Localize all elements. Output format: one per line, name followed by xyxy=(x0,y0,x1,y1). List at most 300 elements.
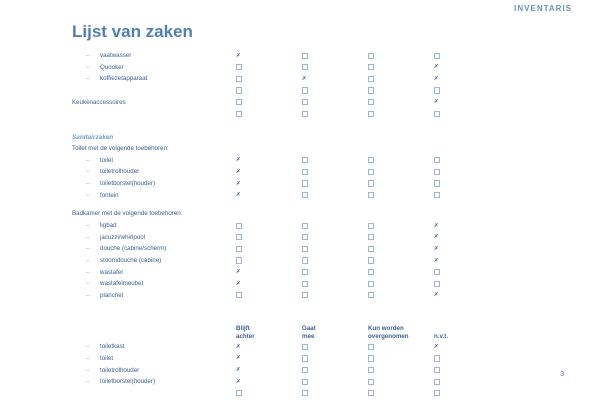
brand-logo: INVENTARIS xyxy=(514,4,572,13)
row-label xyxy=(72,245,232,252)
checkbox[interactable] xyxy=(236,223,242,229)
checkbox-cell[interactable] xyxy=(236,292,302,298)
checkbox-cell[interactable] xyxy=(434,76,500,82)
checkbox[interactable] xyxy=(302,234,308,240)
dash-bullet: – xyxy=(86,180,90,188)
checkbox[interactable] xyxy=(302,99,308,105)
checkbox-cell[interactable] xyxy=(236,344,302,350)
row-label xyxy=(72,343,232,350)
checkbox[interactable] xyxy=(368,292,374,298)
row-checkboxes xyxy=(232,367,534,373)
table-row xyxy=(72,278,534,290)
checkbox-cell[interactable] xyxy=(368,234,434,240)
checkbox[interactable] xyxy=(434,169,440,175)
spacer xyxy=(72,120,534,127)
checkbox[interactable] xyxy=(368,223,374,229)
handwritten-check-mark: ✗ xyxy=(235,367,241,374)
dash-bullet: – xyxy=(86,168,90,176)
page-number: 3 xyxy=(560,371,564,378)
row-label xyxy=(72,292,232,299)
checkbox[interactable] xyxy=(434,367,440,373)
checkbox[interactable] xyxy=(434,87,440,93)
handwritten-check-mark: ✗ xyxy=(433,234,439,241)
checkbox-cell[interactable] xyxy=(368,87,434,93)
checkbox-cell[interactable] xyxy=(236,64,302,70)
checkbox-cell[interactable] xyxy=(236,192,302,198)
row-label-text: douche (cabine/scherm) xyxy=(100,245,167,253)
checkbox[interactable] xyxy=(368,53,374,59)
column-header xyxy=(368,325,434,341)
checkbox-cell[interactable] xyxy=(368,111,434,117)
table-row xyxy=(72,290,534,302)
row-label xyxy=(72,192,232,199)
row-label-text: toiletborstel(houder) xyxy=(100,378,156,386)
checkbox-cell[interactable] xyxy=(236,269,302,275)
row-label-text: toiletkast xyxy=(100,343,125,351)
table-row xyxy=(72,50,534,62)
checkbox[interactable] xyxy=(236,234,242,240)
row-checkboxes xyxy=(232,192,534,198)
checkbox[interactable] xyxy=(368,379,374,385)
checkbox[interactable] xyxy=(302,223,308,229)
checkbox[interactable] xyxy=(236,111,242,117)
row-checkboxes xyxy=(232,379,534,385)
row-label xyxy=(72,168,232,175)
row-label xyxy=(72,99,232,106)
table-row xyxy=(72,85,534,97)
checkbox[interactable] xyxy=(368,169,374,175)
row-label xyxy=(72,222,232,229)
form-blocks xyxy=(72,50,534,399)
dash-bullet: – xyxy=(86,378,90,386)
row-checkboxes xyxy=(232,53,534,59)
checkbox-cell[interactable] xyxy=(236,246,302,252)
table-row xyxy=(72,62,534,74)
column-headers xyxy=(72,315,534,341)
table-row xyxy=(72,243,534,255)
row-checkboxes xyxy=(232,180,534,186)
checkbox-cell[interactable] xyxy=(236,87,302,93)
checkbox[interactable] xyxy=(236,390,242,396)
checkbox[interactable] xyxy=(434,269,440,275)
row-checkboxes xyxy=(232,76,534,82)
checkbox-cell[interactable] xyxy=(302,87,368,93)
checkbox-cell[interactable] xyxy=(302,192,368,198)
checkbox-cell[interactable] xyxy=(302,223,368,229)
checkbox[interactable] xyxy=(368,281,374,287)
checkbox[interactable] xyxy=(434,53,440,59)
checkbox-cell[interactable] xyxy=(236,281,302,287)
checkbox-cell[interactable] xyxy=(236,111,302,117)
checkbox-cell[interactable] xyxy=(236,355,302,361)
checkbox[interactable] xyxy=(302,64,308,70)
checkbox-cell[interactable] xyxy=(302,281,368,287)
row-label-text: toiletrolhouder xyxy=(100,366,140,374)
checkbox-cell[interactable] xyxy=(302,269,368,275)
handwritten-check-mark: ✗ xyxy=(433,343,439,350)
checkbox-cell[interactable] xyxy=(368,257,434,263)
checkbox-cell[interactable] xyxy=(302,367,368,373)
handwritten-check-mark: ✗ xyxy=(235,378,241,385)
checkbox[interactable] xyxy=(368,234,374,240)
checkbox-cell[interactable] xyxy=(434,379,500,385)
checkbox-cell[interactable] xyxy=(434,257,500,263)
checkbox-cell[interactable] xyxy=(236,99,302,105)
checkbox-cell[interactable] xyxy=(236,76,302,82)
checkbox-cell[interactable] xyxy=(368,292,434,298)
checkbox-cell[interactable] xyxy=(236,390,302,396)
handwritten-check-mark: ✗ xyxy=(235,168,241,175)
dash-bullet: – xyxy=(86,63,90,71)
handwritten-check-mark: ✗ xyxy=(433,64,439,71)
checkbox[interactable] xyxy=(302,367,308,373)
row-label-text: stoomdouche (cabine) xyxy=(100,257,162,265)
checkbox[interactable] xyxy=(236,99,242,105)
checkbox-cell[interactable] xyxy=(434,223,500,229)
checkbox[interactable] xyxy=(236,257,242,263)
dash-bullet: – xyxy=(86,268,90,276)
table-row xyxy=(72,108,534,120)
handwritten-check-mark: ✗ xyxy=(433,292,439,299)
column-header-line: achter xyxy=(236,332,255,340)
handwritten-check-mark: ✗ xyxy=(235,280,241,287)
row-label xyxy=(72,234,232,241)
row-label-text: Quooker xyxy=(100,63,124,71)
checkbox[interactable] xyxy=(368,99,374,105)
checkbox-cell[interactable] xyxy=(368,53,434,59)
checkbox-cell[interactable] xyxy=(434,292,500,298)
checkbox-cell[interactable] xyxy=(434,87,500,93)
checkbox[interactable] xyxy=(368,157,374,163)
checkbox[interactable] xyxy=(236,87,242,93)
checkbox[interactable] xyxy=(434,192,440,198)
checkbox[interactable] xyxy=(302,192,308,198)
checkbox-cell[interactable] xyxy=(302,169,368,175)
table-row xyxy=(72,341,534,353)
spacer xyxy=(72,201,534,208)
section-heading: Sanitairzaken xyxy=(72,133,114,141)
handwritten-check-mark: ✗ xyxy=(235,192,241,199)
checkbox-cell[interactable] xyxy=(302,257,368,263)
checkbox[interactable] xyxy=(434,180,440,186)
row-label xyxy=(72,269,232,276)
handwritten-check-mark: ✗ xyxy=(235,180,241,187)
form-content xyxy=(72,50,534,399)
checkbox-cell[interactable] xyxy=(368,246,434,252)
checkbox[interactable] xyxy=(302,111,308,117)
checkbox[interactable] xyxy=(434,281,440,287)
checkbox-cell[interactable] xyxy=(236,180,302,186)
checkbox[interactable] xyxy=(302,53,308,59)
checkbox-cell[interactable] xyxy=(302,64,368,70)
checkbox[interactable] xyxy=(368,111,374,117)
checkbox-cell[interactable] xyxy=(434,246,500,252)
checkbox-cell[interactable] xyxy=(236,223,302,229)
row-checkboxes xyxy=(232,269,534,275)
checkbox-cell[interactable] xyxy=(434,157,500,163)
column-header xyxy=(302,325,368,341)
checkbox-cell[interactable] xyxy=(434,111,500,117)
dash-bullet: – xyxy=(86,233,90,241)
checkbox-cell[interactable] xyxy=(236,367,302,373)
checkbox-cell[interactable] xyxy=(434,180,500,186)
column-header-line: Kun worden xyxy=(368,325,404,333)
checkbox[interactable] xyxy=(302,257,308,263)
row-label-text: koffiezetapparaat xyxy=(100,75,148,83)
checkbox-cell[interactable] xyxy=(434,99,500,105)
dash-bullet: – xyxy=(86,366,90,374)
table-row xyxy=(72,220,534,232)
table-row xyxy=(72,178,534,190)
table-row xyxy=(72,387,534,399)
checkbox-cell[interactable] xyxy=(236,234,302,240)
row-checkboxes xyxy=(232,64,534,70)
checkbox[interactable] xyxy=(434,157,440,163)
table-row xyxy=(72,166,534,178)
checkbox[interactable] xyxy=(302,379,308,385)
handwritten-check-mark: ✗ xyxy=(433,75,439,82)
section-lead-text: Badkamer met de volgende toebehoren: xyxy=(72,210,183,218)
checkbox-cell[interactable] xyxy=(434,281,500,287)
dash-bullet: – xyxy=(86,354,90,362)
dash-bullet: – xyxy=(86,52,90,60)
row-label xyxy=(72,280,232,287)
row-label xyxy=(72,52,232,59)
checkbox[interactable] xyxy=(434,379,440,385)
checkbox-cell[interactable] xyxy=(368,355,434,361)
checkbox-cell[interactable] xyxy=(434,390,500,396)
dash-bullet: – xyxy=(86,245,90,253)
checkbox-cell[interactable] xyxy=(368,390,434,396)
checkbox-cell[interactable] xyxy=(434,64,500,70)
row-label-text: Keukenaccessoires xyxy=(72,98,126,106)
checkbox-cell[interactable] xyxy=(368,192,434,198)
table-row xyxy=(72,189,534,201)
handwritten-check-mark: ✗ xyxy=(235,157,241,164)
checkbox-cell[interactable] xyxy=(302,344,368,350)
row-label xyxy=(72,367,232,374)
checkbox-cell[interactable] xyxy=(434,53,500,59)
checkbox[interactable] xyxy=(302,344,308,350)
checkbox[interactable] xyxy=(368,180,374,186)
row-checkboxes xyxy=(232,246,534,252)
checkbox-cell[interactable] xyxy=(368,76,434,82)
checkbox[interactable] xyxy=(302,157,308,163)
checkbox-cell[interactable] xyxy=(434,344,500,350)
checkbox[interactable] xyxy=(302,355,308,361)
row-checkboxes xyxy=(232,223,534,229)
column-header-line: Blijft xyxy=(236,325,250,333)
checkbox[interactable] xyxy=(236,292,242,298)
table-row xyxy=(72,73,534,85)
row-checkboxes xyxy=(232,87,534,93)
row-checkboxes xyxy=(232,344,534,350)
row-label xyxy=(72,157,232,164)
checkbox-cell[interactable] xyxy=(368,64,434,70)
table-row xyxy=(72,232,534,244)
table-row xyxy=(72,96,534,108)
checkbox-cell[interactable] xyxy=(368,99,434,105)
row-checkboxes xyxy=(232,111,534,117)
handwritten-check-mark: ✗ xyxy=(433,257,439,264)
checkbox-cell[interactable] xyxy=(434,192,500,198)
checkbox-cell[interactable] xyxy=(368,223,434,229)
handwritten-check-mark: ✗ xyxy=(235,269,241,276)
row-label-text: wastafel xyxy=(100,268,123,276)
checkbox-cell[interactable] xyxy=(302,53,368,59)
checkbox[interactable] xyxy=(368,355,374,361)
checkbox[interactable] xyxy=(236,246,242,252)
checkbox[interactable] xyxy=(368,269,374,275)
dash-bullet: – xyxy=(86,291,90,299)
dash-bullet: – xyxy=(86,257,90,265)
checkbox-cell[interactable] xyxy=(434,355,500,361)
row-label-text: jacuzzi/whirlpool xyxy=(100,233,146,241)
checkbox-cell[interactable] xyxy=(368,180,434,186)
checkbox-cell[interactable] xyxy=(368,281,434,287)
checkbox-cell[interactable] xyxy=(302,157,368,163)
checkbox-cell[interactable] xyxy=(368,169,434,175)
table-row xyxy=(72,364,534,376)
row-label-text: vaatwasser xyxy=(100,52,132,60)
checkbox-cell[interactable] xyxy=(236,379,302,385)
row-label-text: wastafelmeubel xyxy=(100,280,143,288)
row-label-text: planchet xyxy=(100,291,124,299)
checkbox-cell[interactable] xyxy=(434,234,500,240)
row-label-text: toiletborstel(houder) xyxy=(100,180,156,188)
checkbox-cell[interactable] xyxy=(236,157,302,163)
column-header xyxy=(434,333,500,341)
dash-bullet: – xyxy=(86,222,90,230)
checkbox[interactable] xyxy=(302,281,308,287)
checkbox[interactable] xyxy=(302,87,308,93)
column-header-line: overgenomen xyxy=(368,332,409,340)
row-label-text: toilet xyxy=(100,354,114,362)
table-row xyxy=(72,376,534,388)
dash-bullet: – xyxy=(86,280,90,288)
checkbox[interactable] xyxy=(302,246,308,252)
checkbox-cell[interactable] xyxy=(368,157,434,163)
row-label-text: toiletrolhouder xyxy=(100,168,140,176)
row-label-text: fontein xyxy=(100,191,119,199)
handwritten-check-mark: ✗ xyxy=(301,75,307,82)
row-label xyxy=(72,75,232,82)
spacer xyxy=(72,301,534,308)
column-header-line: Gaat xyxy=(302,325,316,333)
row-label xyxy=(72,180,232,187)
checkbox-cell[interactable] xyxy=(302,355,368,361)
checkbox[interactable] xyxy=(368,344,374,350)
section-lead-text: Toilet met de volgende toebehoren: xyxy=(72,145,169,153)
checkbox-cell[interactable] xyxy=(368,367,434,373)
checkbox[interactable] xyxy=(302,180,308,186)
row-checkboxes xyxy=(232,292,534,298)
checkbox-cell[interactable] xyxy=(236,169,302,175)
checkbox[interactable] xyxy=(434,355,440,361)
table-row xyxy=(72,255,534,267)
checkbox[interactable] xyxy=(302,169,308,175)
column-header xyxy=(236,325,302,341)
column-header-line: mee xyxy=(302,332,315,340)
row-label-text: ligbad xyxy=(100,222,117,230)
row-checkboxes xyxy=(232,355,534,361)
checkbox-cell[interactable] xyxy=(368,269,434,275)
checkbox-cell[interactable] xyxy=(236,53,302,59)
table-row xyxy=(72,266,534,278)
handwritten-check-mark: ✗ xyxy=(433,222,439,229)
row-checkboxes xyxy=(232,157,534,163)
row-label-text: toilet xyxy=(100,156,114,164)
checkbox-cell[interactable] xyxy=(302,292,368,298)
checkbox-cell[interactable] xyxy=(434,367,500,373)
row-checkboxes xyxy=(232,234,534,240)
checkbox-cell[interactable] xyxy=(368,344,434,350)
row-label xyxy=(72,355,232,362)
handwritten-check-mark: ✗ xyxy=(235,52,241,59)
page-title: Lijst van zaken xyxy=(72,22,193,41)
checkbox[interactable] xyxy=(368,257,374,263)
column-header-line: n.v.t. xyxy=(434,332,448,340)
checkbox[interactable] xyxy=(368,76,374,82)
checkbox[interactable] xyxy=(302,292,308,298)
checkbox[interactable] xyxy=(302,269,308,275)
checkbox[interactable] xyxy=(368,246,374,252)
handwritten-check-mark: ✗ xyxy=(235,355,241,362)
handwritten-check-mark: ✗ xyxy=(433,99,439,106)
checkbox[interactable] xyxy=(368,87,374,93)
table-row xyxy=(72,353,534,365)
row-checkboxes xyxy=(232,281,534,287)
checkbox-cell[interactable] xyxy=(302,390,368,396)
dash-bullet: – xyxy=(86,191,90,199)
dash-bullet: – xyxy=(86,75,90,83)
row-label xyxy=(72,257,232,264)
row-checkboxes xyxy=(232,257,534,263)
checkbox-cell[interactable] xyxy=(302,76,368,82)
spacer xyxy=(72,308,534,315)
checkbox[interactable] xyxy=(302,390,308,396)
checkbox-cell[interactable] xyxy=(368,379,434,385)
checkbox-cell[interactable] xyxy=(302,246,368,252)
checkbox-cell[interactable] xyxy=(302,99,368,105)
checkbox[interactable] xyxy=(368,390,374,396)
checkbox[interactable] xyxy=(434,111,440,117)
checkbox-cell[interactable] xyxy=(236,257,302,263)
checkbox-cell[interactable] xyxy=(434,269,500,275)
table-row xyxy=(72,155,534,167)
row-checkboxes xyxy=(232,169,534,175)
checkbox-cell[interactable] xyxy=(302,180,368,186)
checkbox[interactable] xyxy=(368,64,374,70)
checkbox[interactable] xyxy=(434,390,440,396)
dash-bullet: – xyxy=(86,156,90,164)
checkbox[interactable] xyxy=(236,76,242,82)
checkbox-cell[interactable] xyxy=(302,234,368,240)
checkbox-cell[interactable] xyxy=(302,111,368,117)
handwritten-check-mark: ✗ xyxy=(235,343,241,350)
checkbox-cell[interactable] xyxy=(302,379,368,385)
row-checkboxes xyxy=(232,99,534,105)
handwritten-check-mark: ✗ xyxy=(433,245,439,252)
checkbox-cell[interactable] xyxy=(434,169,500,175)
checkbox[interactable] xyxy=(236,64,242,70)
checkbox[interactable] xyxy=(368,192,374,198)
dash-bullet: – xyxy=(86,343,90,351)
row-checkboxes xyxy=(232,390,534,396)
row-label xyxy=(72,378,232,385)
checkbox[interactable] xyxy=(368,367,374,373)
row-label xyxy=(72,64,232,71)
